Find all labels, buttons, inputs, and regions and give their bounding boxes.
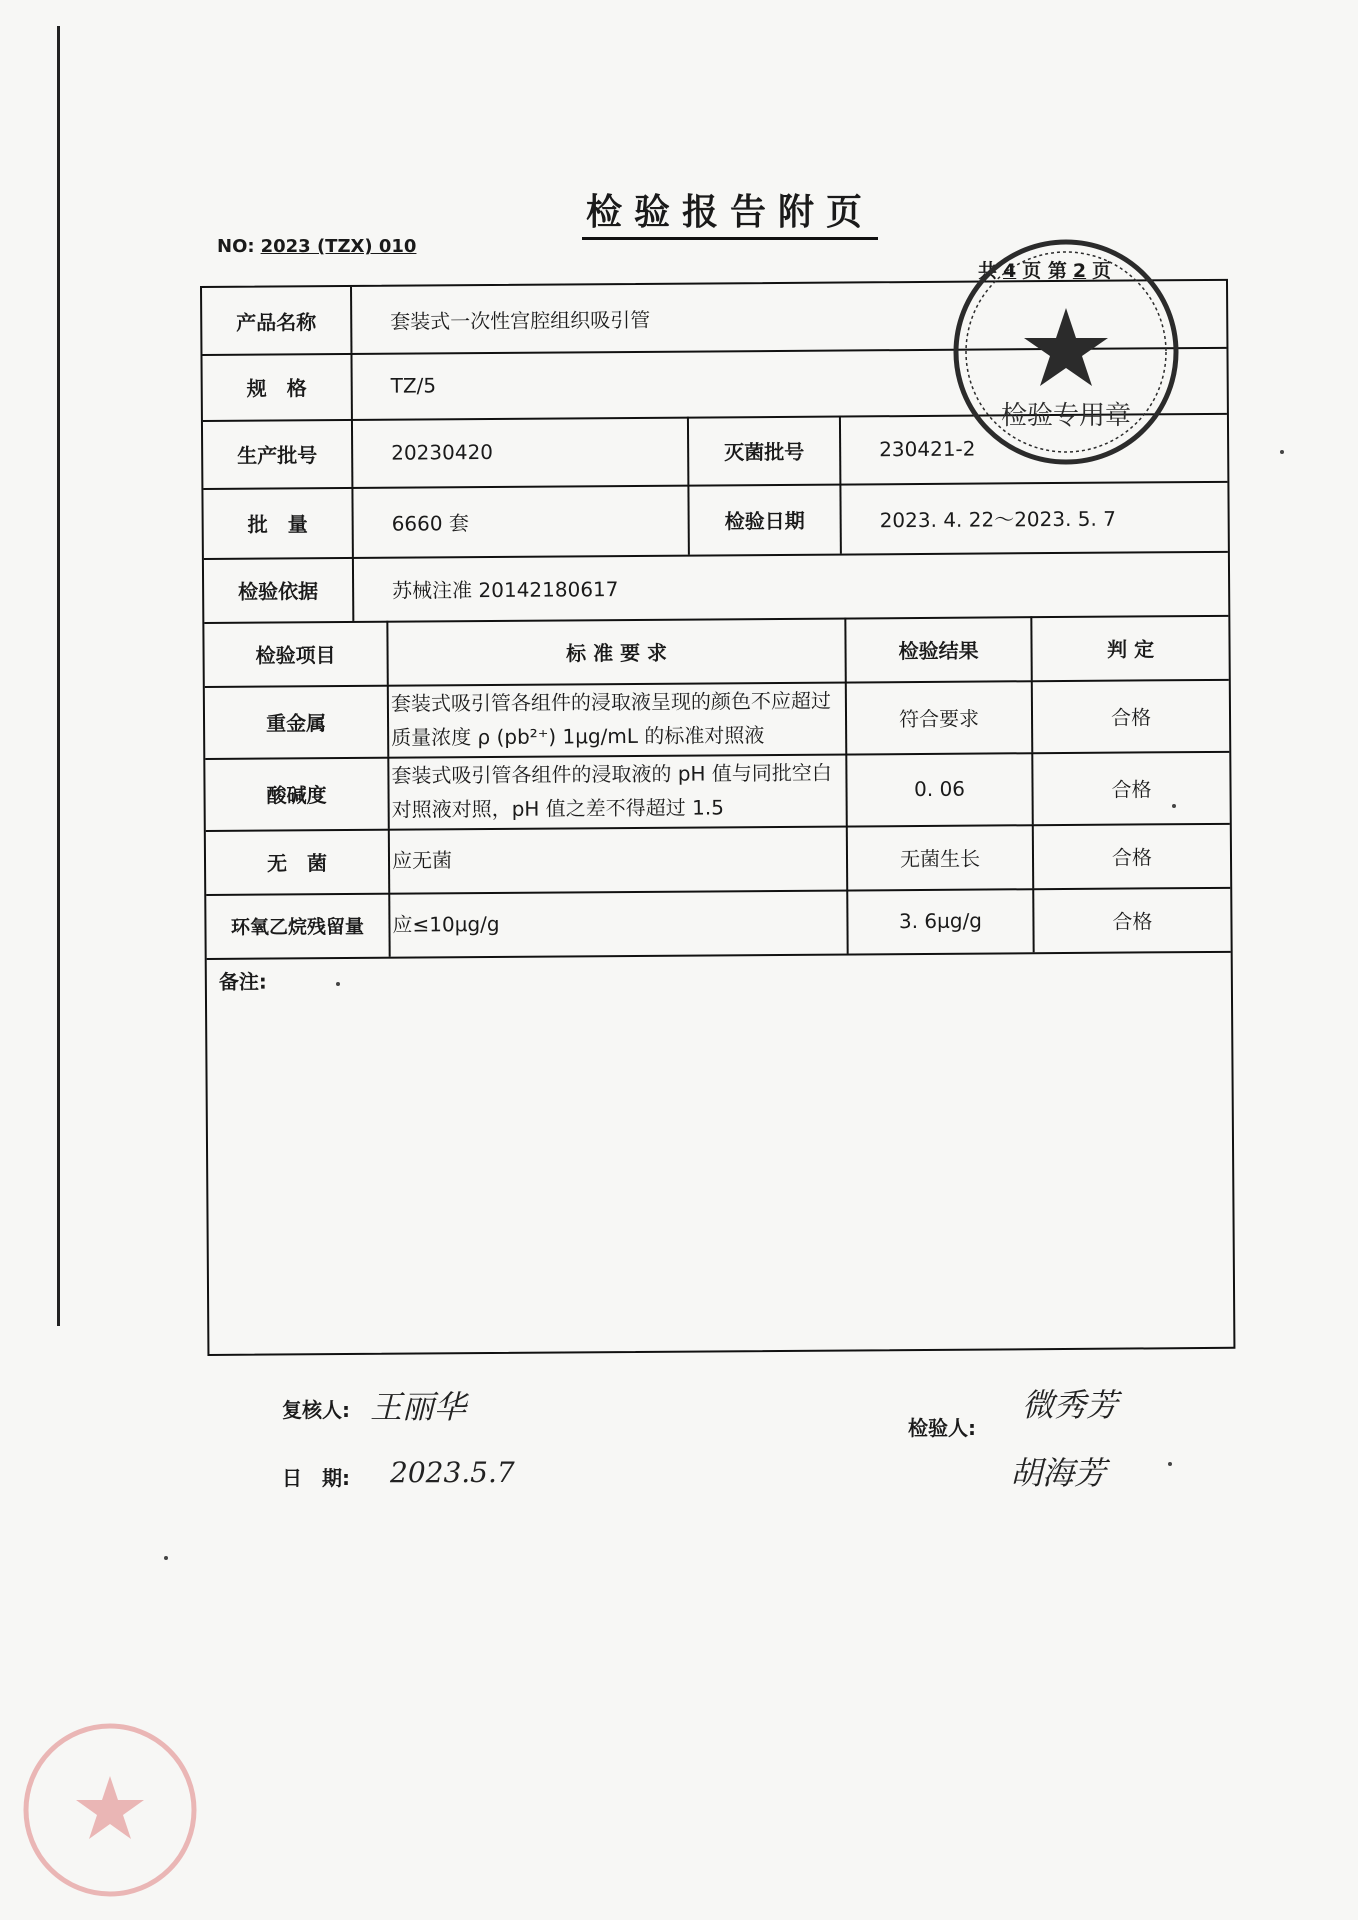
row-standard: 套装式吸引管各组件的浸取液呈现的颜色不应超过质量浓度 ρ (pb²⁺) 1μg/mL 的标准对照液 xyxy=(389,681,847,756)
pages-mid: 页 第 xyxy=(1022,260,1067,282)
row-verdict: 合格 xyxy=(1110,704,1152,730)
report-number-label: NO: xyxy=(217,236,255,257)
row-verdict: 合格 xyxy=(1111,844,1153,870)
row-standard: 应无菌 xyxy=(390,825,848,892)
quality-seal xyxy=(20,1720,200,1900)
test-date-value: 2023. 4. 22～2023. 5. 7 xyxy=(879,506,1117,532)
results-header-row xyxy=(204,615,1228,688)
table-row xyxy=(206,887,1230,960)
basis-value: 苏械注准 20142180617 xyxy=(392,576,619,603)
date-value: 2023.5.7 xyxy=(390,1456,515,1489)
pages-prefix: 共 xyxy=(978,260,998,282)
row-result: 无菌生长 xyxy=(848,824,1034,889)
page-title: 检验报告附页 xyxy=(582,184,878,240)
notes-label: 备注: xyxy=(218,969,267,994)
inspection-seal xyxy=(950,236,1182,468)
row-result: 3. 6μg/g xyxy=(848,888,1034,953)
row-item: 酸碱度 xyxy=(205,757,389,830)
binder-line xyxy=(57,26,60,1326)
row-item: 环氧乙烷残留量 xyxy=(206,893,390,958)
row-verdict: 合格 xyxy=(1111,776,1152,802)
date-label: 日 期: xyxy=(282,1466,350,1490)
batch-value: 20230420 xyxy=(353,417,689,487)
row-standard: 应≤10μg/g xyxy=(390,889,848,956)
row-result: 符合要求 xyxy=(847,680,1033,753)
row-result: 0. 06 xyxy=(847,752,1033,825)
quality-seal-graphic xyxy=(20,1720,200,1900)
inspector-label: 检验人: xyxy=(908,1416,976,1440)
test-date-label: 检验日期 xyxy=(689,484,841,555)
speck xyxy=(336,982,340,986)
row-basis xyxy=(204,551,1228,624)
row-item: 重金属 xyxy=(205,685,389,758)
seal-graphic xyxy=(950,236,1182,468)
sterile-batch-label: 灭菌批号 xyxy=(689,416,841,485)
row-standard: 套装式吸引管各组件的浸取液的 pH 值与同批空白对照液对照，pH 值之差不得超过 1.5 xyxy=(389,753,847,828)
header-verdict: 判 定 xyxy=(1106,636,1155,662)
speck xyxy=(1172,804,1176,808)
row-verdict: 合格 xyxy=(1112,908,1153,934)
quantity-label: 批 量 xyxy=(203,487,353,558)
inspector-signature-2: 胡海芳 xyxy=(1010,1454,1107,1492)
batch-label: 生产批号 xyxy=(203,419,353,488)
product-name-value: 套装式一次性宫腔组织吸引管 xyxy=(390,307,651,334)
seal-text: 检验专用章 xyxy=(1000,401,1132,431)
speck xyxy=(164,1556,168,1560)
reviewer-signature: 王丽华 xyxy=(370,1388,467,1426)
spec-label: 规 格 xyxy=(202,353,352,420)
speck xyxy=(1280,450,1284,454)
sterile-batch-value: 230421-2 xyxy=(879,436,976,462)
pages-current: 2 xyxy=(1072,260,1087,282)
row-quantity xyxy=(203,481,1227,560)
header-item: 检验项目 xyxy=(204,621,388,686)
pages-total: 4 xyxy=(1003,260,1017,282)
basis-label: 检验依据 xyxy=(204,557,354,622)
quantity-value: 6660 套 xyxy=(353,485,689,557)
header-standard: 标 准 要 求 xyxy=(388,617,846,684)
pages-suffix: 页 xyxy=(1092,260,1112,282)
table-row xyxy=(206,823,1230,896)
notes-area xyxy=(207,951,1234,1354)
table-row xyxy=(205,751,1229,832)
speck xyxy=(1168,1462,1172,1466)
reviewer-label: 复核人: xyxy=(282,1398,350,1422)
header-result: 检验结果 xyxy=(846,616,1032,681)
report-number-value: 2023 (TZX) 010 xyxy=(260,236,417,257)
row-item: 无 菌 xyxy=(206,829,390,894)
report-number xyxy=(217,236,416,257)
product-name-label: 产品名称 xyxy=(202,287,352,354)
inspector-signature-1: 微秀芳 xyxy=(1022,1386,1119,1424)
spec-value: TZ/5 xyxy=(390,373,437,398)
table-row xyxy=(205,679,1229,760)
